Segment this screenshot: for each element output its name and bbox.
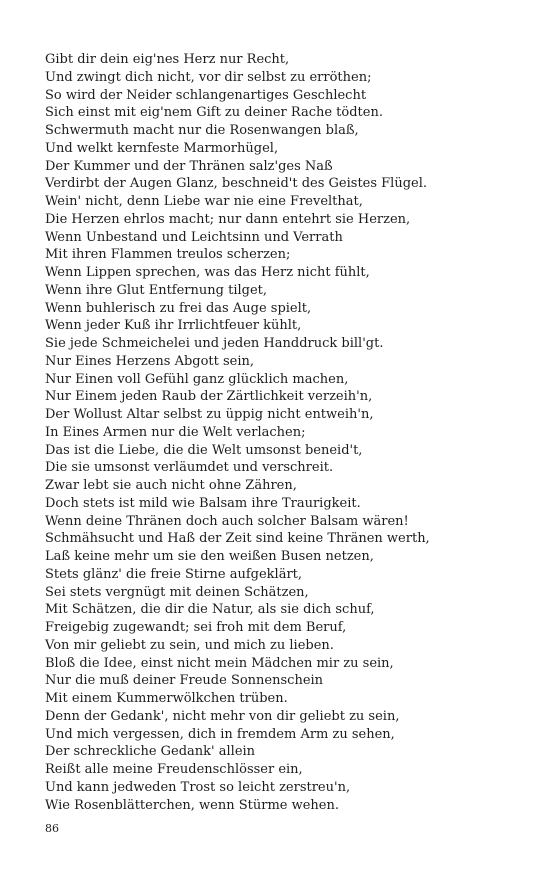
poem-line: Wenn Unbestand und Leichtsinn und Verrath xyxy=(45,229,343,245)
poem-line: Denn der Gedank', nicht mehr von dir geliebt zu sein, xyxy=(45,708,400,724)
poem-line: Gibt dir dein eig'nes Herz nur Recht, xyxy=(45,52,290,67)
poem-line: Wenn Lippen sprechen, was das Herz nicht fühlt, xyxy=(45,265,370,280)
poem-line: Von mir geliebt zu sein, und mich zu lieben. xyxy=(45,637,334,653)
poem-line: Mit Schätzen, die dir die Natur, als sie dich schuf, xyxy=(45,602,375,618)
poem-line: In Eines Armen nur die Welt verlachen; xyxy=(45,424,306,440)
poem-line: Mit ihren Flammen treulos scherzen; xyxy=(45,247,291,263)
poem-line: Schwermuth macht nur die Rosenwangen blaß, xyxy=(45,123,359,138)
poem-line: Laß keine mehr um sie den weißen Busen netzen, xyxy=(45,549,374,564)
poem-line: Und welkt kernfeste Marmorhügel, xyxy=(45,140,279,156)
poem-line: Nur die muß deiner Freude Sonnenschein xyxy=(45,673,324,689)
poem-line: Der schreckliche Gedank' allein xyxy=(45,744,256,760)
poem-line: Sei stets vergnügt mit deinen Schätzen, xyxy=(45,584,309,600)
poem-line: Und mich vergessen, dich in fremdem Arm zu sehen, xyxy=(45,726,395,742)
poem-line: Doch stets ist mild wie Balsam ihre Traurigkeit. xyxy=(45,495,361,511)
poem-line: Sich einst mit eig'nem Gift zu deiner Rache tödten. xyxy=(45,105,383,121)
poem-line: Reißt alle meine Freudenschlösser ein, xyxy=(45,762,303,777)
poem-line: Und kann jedweden Trost so leicht zerstreu'n, xyxy=(45,779,351,795)
poem-line: Sie jede Schmeichelei und jeden Handdruck bill'gt. xyxy=(45,336,384,351)
poem-line: So wird der Neider schlangenartiges Geschlecht xyxy=(45,87,367,103)
poem-line: Wenn jeder Kuß ihr Irrlichtfeuer kühlt, xyxy=(45,318,302,334)
poem-line: Bloß die Idee, einst nicht mein Mädchen mir zu sein, xyxy=(45,655,394,671)
poem-line: Der Kummer und der Thränen salz'ges Naß xyxy=(45,158,333,174)
poem-line: Nur Einem jeden Raub der Zärtlichkeit verzeih'n, xyxy=(45,389,373,405)
poem-text xyxy=(45,51,515,814)
poem-line: Wenn ihre Glut Entfernung tilget, xyxy=(45,282,268,298)
poem-line: Das ist die Liebe, die die Welt umsonst beneid't, xyxy=(45,442,363,458)
poem-line: Wein' nicht, denn Liebe war nie eine Frevelthat, xyxy=(45,194,363,209)
poem-line: Die sie umsonst verläumdet und verschreit. xyxy=(45,460,334,476)
poem-line: Wenn deine Thränen doch auch solcher Balsam wären! xyxy=(45,513,409,529)
poem-line: Nur Eines Herzens Abgott sein, xyxy=(45,353,255,369)
poem-line: Wie Rosenblätterchen, wenn Stürme wehen. xyxy=(45,797,339,813)
poem-line: Wenn buhlerisch zu frei das Auge spielt, xyxy=(45,300,312,316)
poem-line: Die Herzen ehrlos macht; nur dann entehrt sie Herzen, xyxy=(45,211,411,227)
poem-line: Und zwingt dich nicht, vor dir selbst zu erröthen; xyxy=(45,69,372,85)
poem-line: Verdirbt der Augen Glanz, beschneid't des Geistes Flügel. xyxy=(45,176,428,192)
poem-line: Nur Einen voll Gefühl ganz glücklich machen, xyxy=(45,371,349,387)
poem-line: Mit einem Kummerwölkchen trüben. xyxy=(45,691,288,706)
poem-line: Der Wollust Altar selbst zu üppig nicht entweih'n, xyxy=(45,407,374,422)
poem-line: Stets glänz' die freie Stirne aufgeklärt, xyxy=(45,566,303,582)
poem-line: Schmähsucht und Haß der Zeit sind keine Thränen werth, xyxy=(45,531,430,547)
poem-line: Freigebig zugewandt; sei froh mit dem Beruf, xyxy=(45,620,347,635)
page-number: 86 xyxy=(45,822,59,835)
poem-line: Zwar lebt sie auch nicht ohne Zähren, xyxy=(45,478,297,493)
